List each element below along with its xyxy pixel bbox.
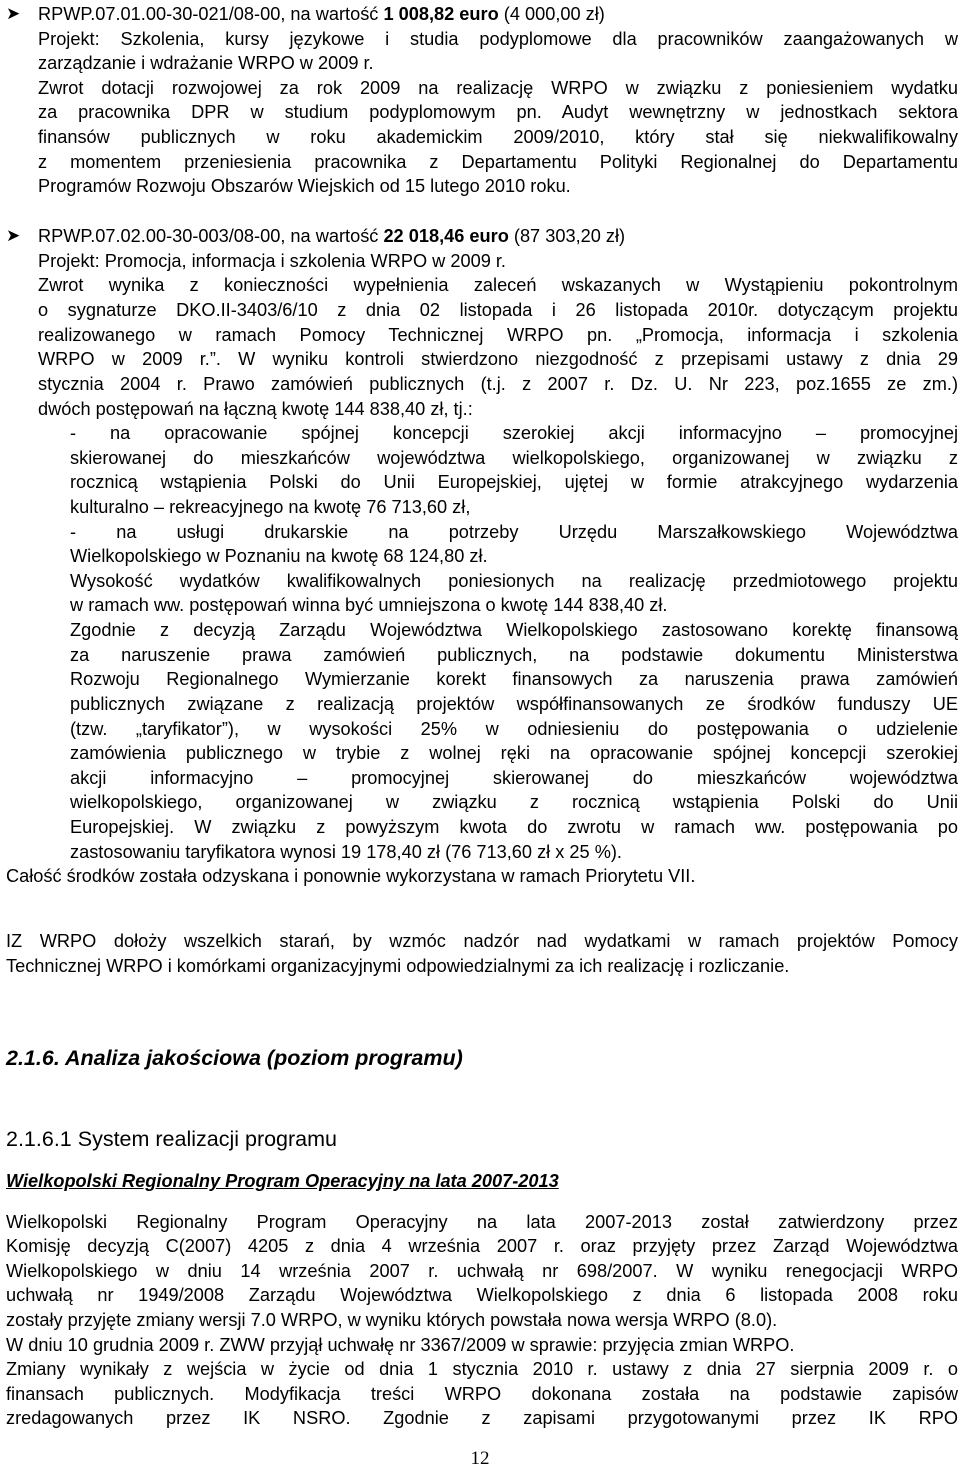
summary-line: Całość środków została odzyskana i ponownie wykorzystana w ramach Priorytetu VII. bbox=[6, 866, 696, 886]
item-2-line: WRPO w 2009 r.”. W wyniku kontroli stwierdzono niezgodność z przepisami ustawy z dnia 29 bbox=[38, 349, 958, 369]
item-1-line: zarządzanie i wdrażanie WRPO w 2009 r. bbox=[38, 53, 374, 73]
item-2-line: o sygnaturze DKO.II-3403/6/10 z dnia 02 listopada i 26 listopada 2010r. dotyczącym projektu bbox=[38, 300, 958, 320]
arrow-bullet-icon: ➤ bbox=[6, 4, 21, 23]
item-2-sub-line: akcji informacyjno – promocyjnej skierowanej do mieszkańców województwa bbox=[70, 768, 958, 788]
item-2-sub-line: rocznicą wstąpienia Polski do Unii Europejskiej, ujętej w formie atrakcyjnego wydarzenia bbox=[70, 472, 958, 492]
item-2-sub-line: kulturalno – rekreacyjnego na kwotę 76 713,60 zł, bbox=[70, 497, 471, 517]
item-1-line: Projekt: Szkolenia, kursy językowe i studia podyplomowe dla pracowników zaangażowanych w bbox=[38, 29, 958, 49]
item-2-line: stycznia 2004 r. Prawo zamówień publicznych (t.j. z 2007 r. Dz. U. Nr 223, poz.1655 ze zm.) bbox=[38, 374, 958, 394]
wrpo-paragraph-line: Wielkopolskiego w dniu 14 września 2007 r. uchwałą nr 698/2007. W wyniku renegocjacji WRPO bbox=[6, 1261, 958, 1281]
page-number: 12 bbox=[470, 1448, 490, 1469]
wrpo-paragraph-line: Komisję decyzją C(2007) 4205 z dnia 4 września 2007 r. oraz przyjęty przez Zarząd Województwa bbox=[6, 1236, 958, 1256]
item-1-value: 1 008,82 euro bbox=[383, 4, 499, 24]
item-2-line: realizowanego w ramach Pomocy Technicznej WRPO pn. „Promocja, informacja i szkolenia bbox=[38, 325, 958, 345]
item-2-code: RPWP.07.02.00-30-003/08-00 bbox=[38, 226, 281, 246]
item-2-line: Projekt: Promocja, informacja i szkolenia WRPO w 2009 r. bbox=[38, 251, 506, 271]
wrpo-paragraph-line: zredagowanych przez IK NSRO. Zgodnie z zapisami przygotowanymi przez IK RPO bbox=[6, 1408, 958, 1428]
item-2-sub-line: Europejskiej. W związku z powyższym kwota do zwrotu w ramach ww. postępowania po bbox=[70, 817, 958, 837]
section-heading-2-1-6-1: 2.1.6.1 System realizacji programu bbox=[6, 1127, 338, 1151]
wrpo-paragraph-line: W dniu 10 grudnia 2009 r. ZWW przyjął uchwałę nr 3367/2009 w sprawie: przyjęcia zmian WRPO. bbox=[6, 1335, 795, 1355]
wrpo-paragraph-line: Zmiany wynikały z wejścia w życie od dnia 1 stycznia 2010 r. ustawy z dnia 27 sierpnia 2009 r. o bbox=[6, 1359, 958, 1379]
item-1-value-pln: (4 000,00 zł) bbox=[498, 4, 605, 24]
item-1-header bbox=[38, 2, 960, 26]
subheading-wrpo: Wielkopolski Regionalny Program Operacyjny na lata 2007-2013 bbox=[6, 1171, 559, 1191]
wrpo-paragraph-line: uchwałą nr 1949/2008 Zarządu Województwa Wielkopolskiego z dnia 6 listopada 2008 roku bbox=[6, 1285, 958, 1305]
item-1-value-prefix: , na wartość bbox=[280, 4, 384, 24]
item-1-line: Zwrot dotacji rozwojowej za rok 2009 na realizację WRPO w związku z poniesieniem wydatku bbox=[38, 78, 958, 98]
item-2-sub-line: Rozwoju Regionalnego Wymierzanie korekt finansowych za naruszenia prawa zamówień bbox=[70, 669, 958, 689]
item-2-value-pln: (87 303,20 zł) bbox=[508, 226, 626, 246]
item-2-header bbox=[38, 224, 960, 248]
arrow-bullet-icon: ➤ bbox=[6, 226, 21, 245]
iz-paragraph-line: IZ WRPO dołoży wszelkich starań, by wzmóc nadzór nad wydatkami w ramach projektów Pomocy bbox=[6, 931, 958, 951]
item-2-sub-line: zastosowaniu taryfikatora wynosi 19 178,40 zł (76 713,60 zł x 25 %). bbox=[70, 842, 622, 862]
wrpo-paragraph-line: Wielkopolski Regionalny Program Operacyjny na lata 2007-2013 został zatwierdzony przez bbox=[6, 1212, 958, 1232]
item-2-sub-line: wielkopolskiego, organizowanej w związku z rocznicą wstąpienia Polski do Unii bbox=[70, 792, 958, 812]
section-heading-2-1-6: 2.1.6. Analiza jakościowa (poziom programu) bbox=[6, 1046, 463, 1070]
item-1-line: finansów publicznych w roku akademickim 2009/2010, który stał się niekwalifikowalny bbox=[38, 127, 958, 147]
item-2-sub-line: zamówienia publicznego w trybie z wolnej ręki na opracowanie spójnej koncepcji szerokiej bbox=[70, 743, 958, 763]
wrpo-paragraph-line: finansach publicznych. Modyfikacja treści WRPO dokonana została na podstawie zapisów bbox=[6, 1384, 958, 1404]
item-2-sub-line: - na usługi drukarskie na potrzeby Urzędu Marszałkowskiego Województwa bbox=[70, 522, 958, 542]
item-2-sub-line: za naruszenie prawa zamówień publicznych, na podstawie dokumentu Ministerstwa bbox=[70, 645, 958, 665]
item-2-line: Zwrot wynika z konieczności wypełnienia zaleceń wskazanych w Wystąpieniu pokontrolnym bbox=[38, 275, 958, 295]
iz-paragraph-line: Technicznej WRPO i komórkami organizacyjnymi odpowiedzialnymi za ich realizację i rozliczanie. bbox=[6, 956, 790, 976]
item-1-line: z momentem przeniesienia pracownika z Departamentu Polityki Regionalnej do Departamentu bbox=[38, 152, 958, 172]
item-2-sub-line: Wysokość wydatków kwalifikowalnych poniesionych na realizację przedmiotowego projektu bbox=[70, 571, 958, 591]
item-2-value-prefix: , na wartość bbox=[280, 226, 384, 246]
item-2-sub-line: (tzw. „taryfikator”), w wysokości 25% w odniesieniu do postępowania o udzielenie bbox=[70, 719, 958, 739]
item-1-line: Programów Rozwoju Obszarów Wiejskich od 15 lutego 2010 roku. bbox=[38, 176, 571, 196]
item-2-sub-line: Wielkopolskiego w Poznaniu na kwotę 68 124,80 zł. bbox=[70, 546, 488, 566]
item-1-line: za pracownika DPR w studium podyplomowym pn. Audyt wewnętrzny w jednostkach sektora bbox=[38, 102, 958, 122]
wrpo-paragraph-line: zostały przyjęte zmiany wersji 7.0 WRPO, w wyniku których powstała nowa wersja WRPO (8.0). bbox=[6, 1310, 778, 1330]
item-2-sub-line: w ramach ww. postępowań winna być umniejszona o kwotę 144 838,40 zł. bbox=[70, 595, 668, 615]
item-2-sub-line: skierowanej do mieszkańców województwa wielkopolskiego, organizowanej w związku z bbox=[70, 448, 958, 468]
item-2-line: dwóch postępowań na łączną kwotę 144 838,40 zł, tj.: bbox=[38, 399, 473, 419]
item-2-sub-line: publicznych związane z realizacją projektów współfinansowanych ze środków funduszy UE bbox=[70, 694, 958, 714]
item-2-sub-line: Zgodnie z decyzją Zarządu Województwa Wielkopolskiego zastosowano korektę finansową bbox=[70, 620, 958, 640]
item-1-code: RPWP.07.01.00-30-021/08-00 bbox=[38, 4, 281, 24]
item-2-sub-line: - na opracowanie spójnej koncepcji szerokiej akcji informacyjno – promocyjnej bbox=[70, 423, 958, 443]
item-2-value: 22 018,46 euro bbox=[383, 226, 509, 246]
